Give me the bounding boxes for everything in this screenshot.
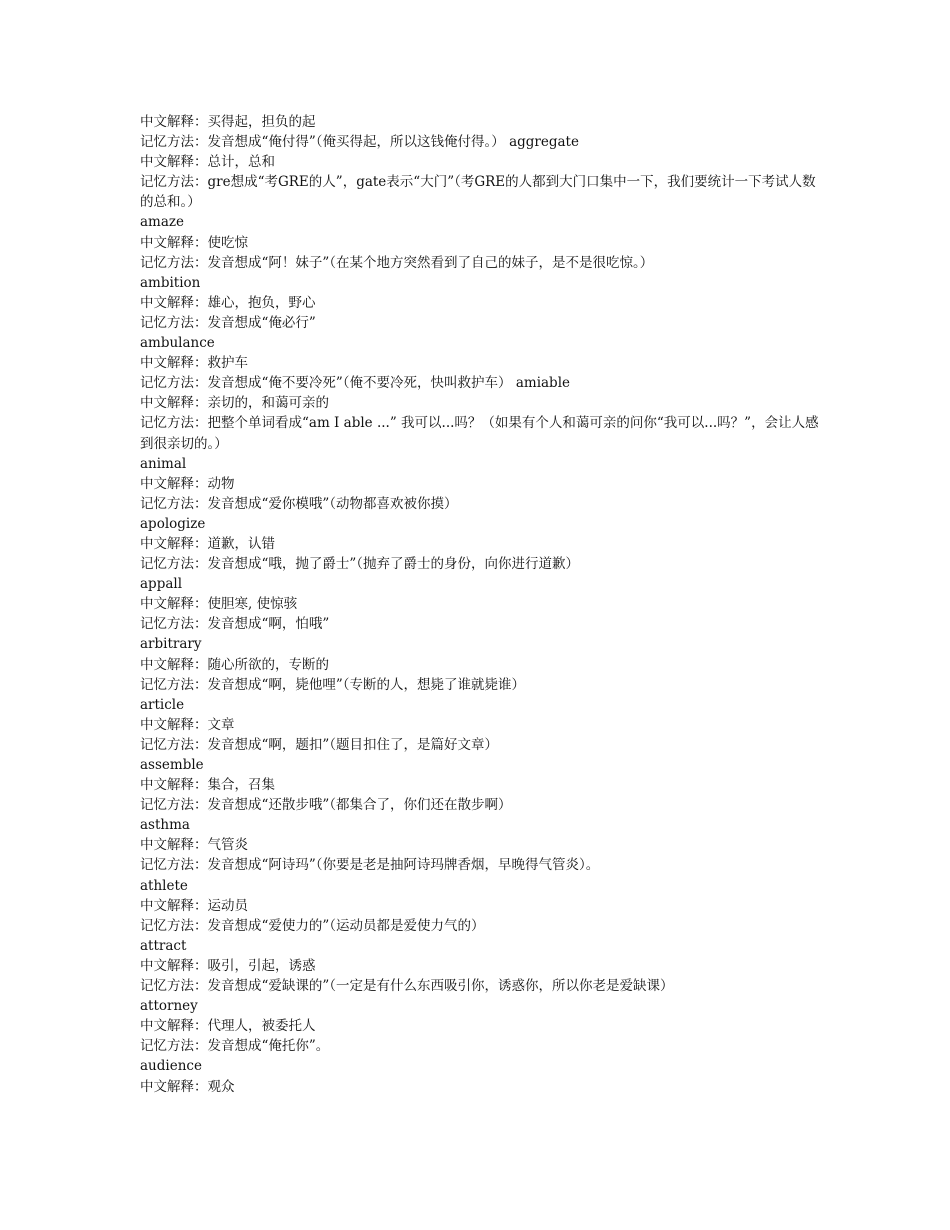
document-body bbox=[140, 112, 820, 1097]
text-line: 中文解释：亲切的，和蔼可亲的 bbox=[140, 395, 329, 412]
text-line: apologize bbox=[140, 515, 206, 532]
text-line: amaze bbox=[140, 214, 185, 231]
text-line: 记忆方法：发音想成“俺不要冷死”（俺不要冷死，快叫救护车） amiable bbox=[140, 375, 571, 392]
text-line: 中文解释：买得起，担负的起 bbox=[140, 114, 316, 130]
text-line: 中文解释：文章 bbox=[140, 716, 235, 733]
text-line: 中文解释：吸引，引起，诱惑 bbox=[140, 957, 316, 974]
text-line: 中文解释：气管炎 bbox=[140, 837, 248, 854]
text-line: 中文解释：救护车 bbox=[140, 355, 248, 372]
text-line: 记忆方法：把整个单词看成“am I able ...” 我可以...吗？（如果有个人和蔼可亲的问你“我可以...吗？”，会让人感到很亲切的。） bbox=[140, 415, 819, 452]
text-line: 记忆方法：发音想成“哦，抛了爵士”（抛弃了爵士的身份，向你进行道歉） bbox=[140, 556, 580, 573]
text-line: 记忆方法：发音想成“还散步哦”（都集合了，你们还在散步啊） bbox=[140, 797, 512, 814]
text-line: attorney bbox=[140, 998, 198, 1015]
text-line: ambulance bbox=[140, 335, 215, 352]
text-line: 中文解释：道歉，认错 bbox=[140, 535, 275, 552]
text-line: animal bbox=[140, 455, 187, 472]
text-line: 记忆方法：发音想成“啊，怕哦” bbox=[140, 616, 330, 633]
text-line: 中文解释：运动员 bbox=[140, 897, 248, 914]
text-line: 中文解释：使胆寒, 使惊骇 bbox=[140, 596, 298, 613]
text-line: 记忆方法：发音想成“啊，毙他哩”（专断的人，想毙了谁就毙谁） bbox=[140, 676, 526, 693]
text-line: 中文解释：总计，总和 bbox=[140, 154, 275, 171]
text-line: 中文解释：动物 bbox=[140, 475, 235, 492]
text-line: audience bbox=[140, 1058, 202, 1075]
text-line: article bbox=[140, 696, 185, 713]
text-line: 记忆方法：发音想成“爱你模哦”（动物都喜欢被你摸） bbox=[140, 495, 458, 512]
text-line: 记忆方法：发音想成“俺托你”。 bbox=[140, 1038, 330, 1055]
text-line: 中文解释：随心所欲的，专断的 bbox=[140, 656, 329, 673]
text-line: assemble bbox=[140, 757, 204, 773]
text-line: 中文解释：集合，召集 bbox=[140, 777, 275, 794]
text-line: ambition bbox=[140, 274, 201, 291]
text-line: 记忆方法：发音想成“俺付得”（俺买得起，所以这钱俺付得。） aggregate bbox=[140, 134, 579, 151]
text-line: 中文解释：代理人，被委托人 bbox=[140, 1018, 316, 1035]
text-line: 中文解释：雄心，抱负，野心 bbox=[140, 294, 316, 311]
text-line: 记忆方法：发音想成“啊，题扣”（题目扣住了，是篇好文章） bbox=[140, 736, 499, 753]
text-line: appall bbox=[140, 576, 183, 593]
text-line: attract bbox=[140, 937, 187, 954]
text-line: 记忆方法：发音想成“阿！妹子”（在某个地方突然看到了自己的妹子，是不是很吃惊。） bbox=[140, 254, 654, 271]
text-line: 记忆方法：发音想成“爱使力的”（运动员都是爱使力气的） bbox=[140, 917, 485, 934]
text-line: 记忆方法：发音想成“阿诗玛”（你要是老是抽阿诗玛牌香烟，早晚得气管炎）。 bbox=[140, 857, 600, 874]
text-line: 中文解释：观众 bbox=[140, 1078, 235, 1095]
text-line: 记忆方法：发音想成“俺必行” bbox=[140, 314, 316, 331]
text-line: 记忆方法：gre想成“考GRE的人”，gate表示“大门”（考GRE的人都到大门口集中一下，我们要统计一下考试人数的总和。） bbox=[140, 174, 816, 211]
text-line: 记忆方法：发音想成“爱缺课的”（一定是有什么东西吸引你，诱惑你，所以你老是爱缺课） bbox=[140, 978, 674, 995]
text-line: athlete bbox=[140, 877, 188, 894]
text-line: arbitrary bbox=[140, 636, 202, 653]
text-line: 中文解释：使吃惊 bbox=[140, 234, 248, 251]
text-line: asthma bbox=[140, 817, 190, 834]
